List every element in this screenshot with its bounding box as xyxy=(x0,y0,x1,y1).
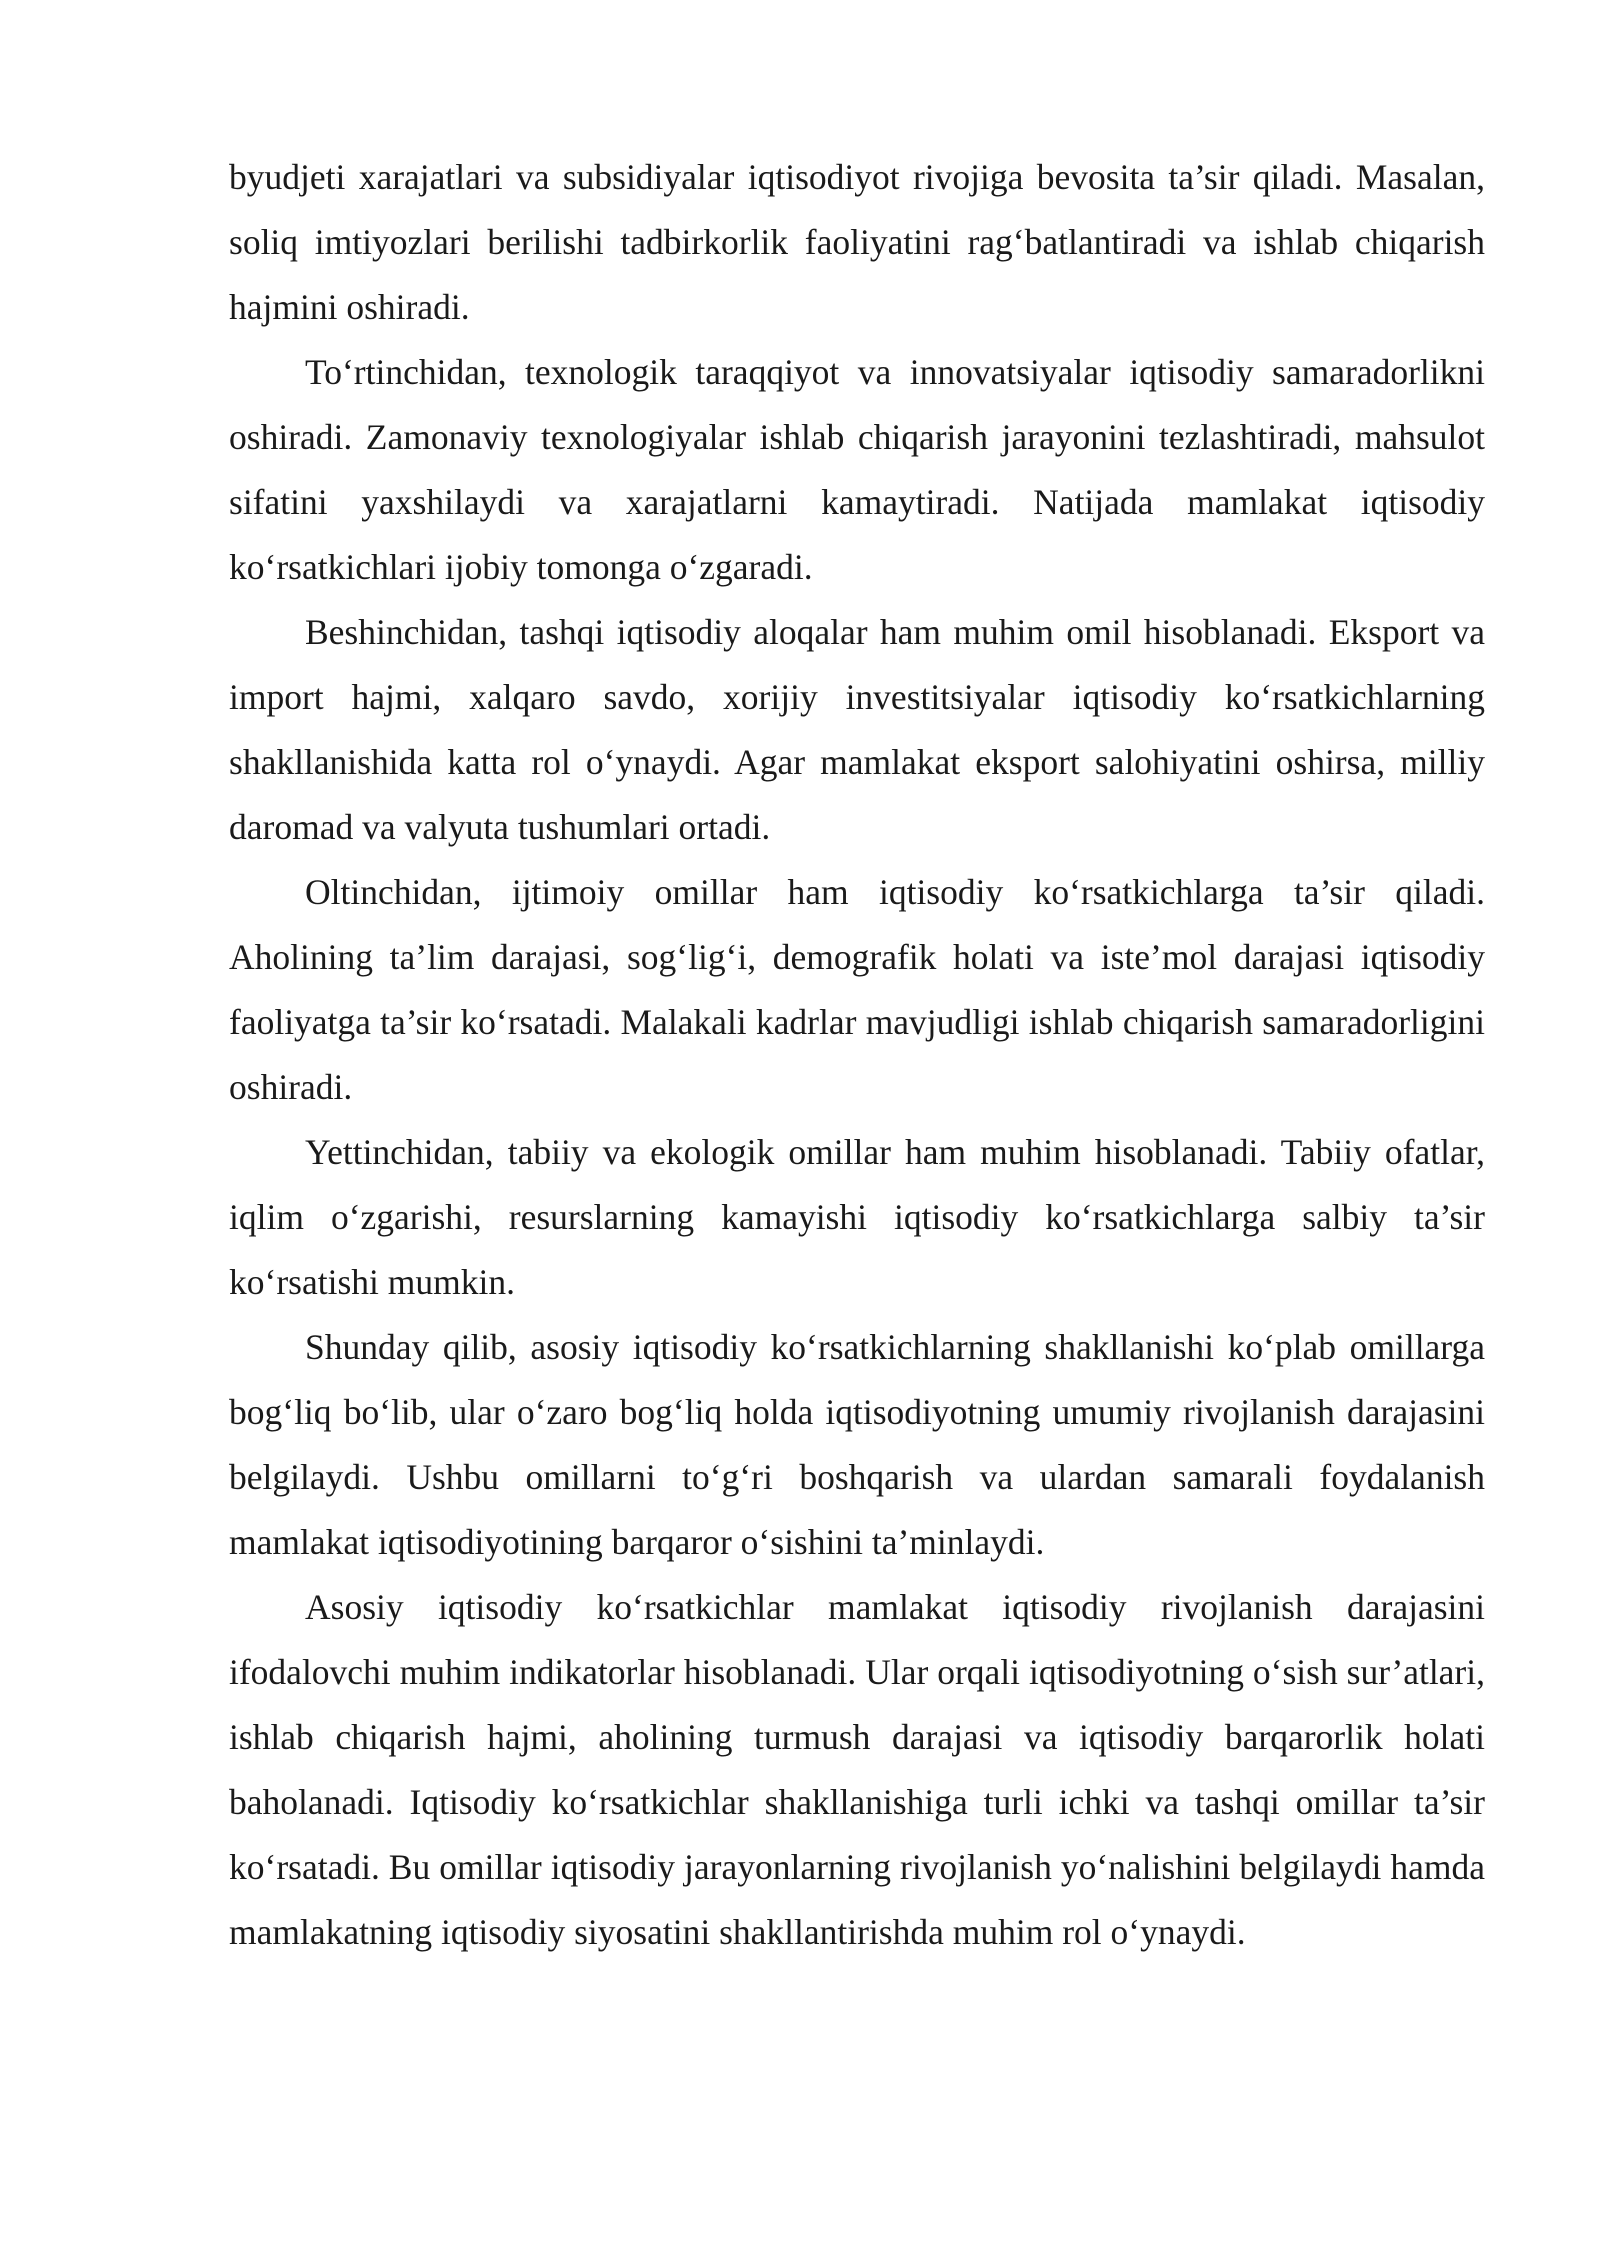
document-body xyxy=(229,145,1485,1965)
paragraph-conclusion: Shunday qilib, asosiy iqtisodiy ko‘rsatkichlarning shakllanishi ko‘plab omillarga bog‘liq bo‘lib, ular o‘zaro bog‘liq holda iqtisodiyotning umumiy rivojlanish darajasini belgilaydi. Ushbu omillarni to‘g‘ri boshqarish va ulardan samarali foydalanish mamlakat iqtisodiyotining barqaror o‘sishini ta’minlaydi. xyxy=(229,1327,1485,1562)
paragraph-summary: Asosiy iqtisodiy ko‘rsatkichlar mamlakat iqtisodiy rivojlanish darajasini ifodalovchi muhim indikatorlar hisoblanadi. Ular orqali iqtisodiyotning o‘sish sur’atlari, ishlab chiqarish hajmi, aholining turmush darajasi va iqtisodiy barqarorlik holati baholanadi. Iqtisodiy ko‘rsatkichlar shakllanishiga turli ichki va tashqi omillar ta’sir ko‘rsatadi. Bu omillar iqtisodiy jarayonlarning rivojlanish yo‘nalishini belgilaydi hamda mamlakatning iqtisodiy siyosatini shakllantirishda muhim rol o‘ynaydi. xyxy=(229,1587,1485,1952)
paragraph-continued: byudjeti xarajatlari va subsidiyalar iqtisodiyot rivojiga bevosita ta’sir qiladi. Masalan, soliq imtiyozlari berilishi tadbirkorlik faoliyatini rag‘batlantiradi va ishlab chiqarish hajmini oshiradi. xyxy=(229,157,1485,327)
paragraph-external-relations: Beshinchidan, tashqi iqtisodiy aloqalar ham muhim omil hisoblanadi. Eksport va import hajmi, xalqaro savdo, xorijiy investitsiyalar iqtisodiy ko‘rsatkichlarning shakllanishida katta rol o‘ynaydi. Agar mamlakat eksport salohiyatini oshirsa, milliy daromad va valyuta tushumlari ortadi. xyxy=(229,612,1485,847)
paragraph-ecological-factors: Yettinchidan, tabiiy va ekologik omillar ham muhim hisoblanadi. Tabiiy ofatlar, iqlim o‘zgarishi, resurslarning kamayishi iqtisodiy ko‘rsatkichlarga salbiy ta’sir ko‘rsatishi mumkin. xyxy=(229,1132,1485,1302)
paragraph-social-factors: Oltinchidan, ijtimoiy omillar ham iqtisodiy ko‘rsatkichlarga ta’sir qiladi. Aholining ta’lim darajasi, sog‘lig‘i, demografik holati va iste’mol darajasi iqtisodiy faoliyatga ta’sir ko‘rsatadi. Malakali kadrlar mavjudligi ishlab chiqarish samaradorligini oshiradi. xyxy=(229,872,1485,1107)
paragraph-technology: To‘rtinchidan, texnologik taraqqiyot va innovatsiyalar iqtisodiy samaradorlikni oshiradi. Zamonaviy texnologiyalar ishlab chiqarish jarayonini tezlashtiradi, mahsulot sifatini yaxshilaydi va xarajatlarni kamaytiradi. Natijada mamlakat iqtisodiy ko‘rsatkichlari ijobiy tomonga o‘zgaradi. xyxy=(229,352,1485,587)
